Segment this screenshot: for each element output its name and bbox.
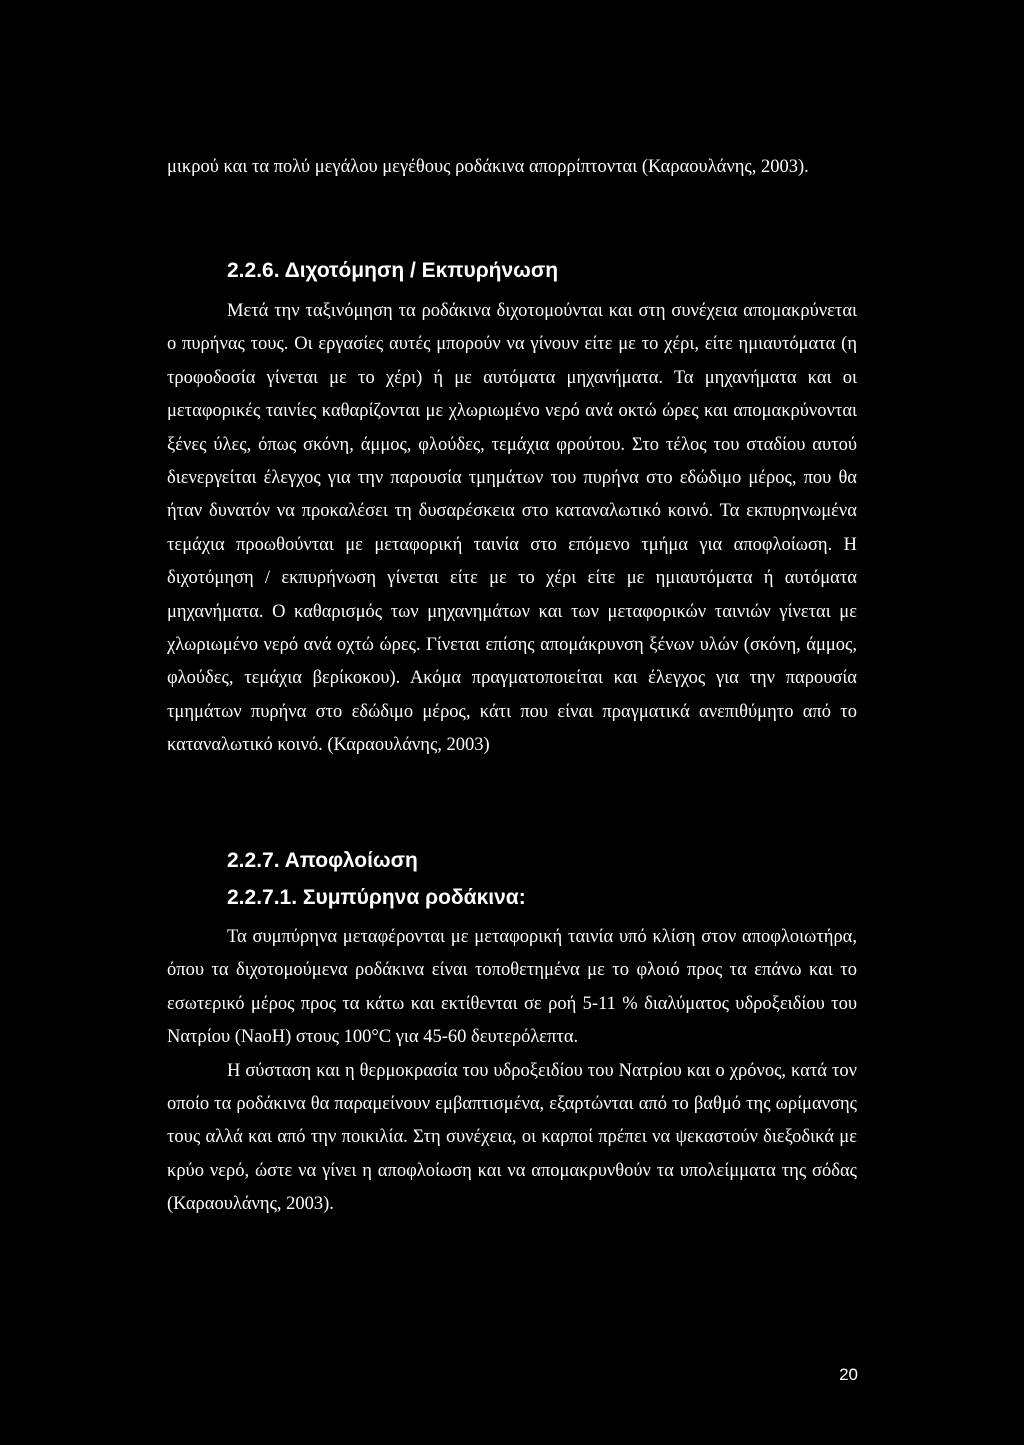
page-number: 20 <box>839 1365 858 1384</box>
section-2-2-7-1-body <box>167 921 857 1222</box>
section-2-2-6-body <box>167 295 857 763</box>
section-2-2-7-1-paragraph-1: Τα συμπύρηνα μεταφέρονται με μεταφορική ταινία υπό κλίση στον αποφλοιωτήρα, όπου τα διχοτομούμενα ροδάκινα είναι τοποθετημένα με το φλοιό προς τα επάνω και το εσωτερικό μέρος προς τα κάτω και εκτίθενται σε ροή 5-11 % διαλύματος υδροξειδίου του Νατρίου (NaoH) στους 100°C για 45-60 δευτερόλεπτα. <box>167 927 857 1048</box>
intro-block <box>167 151 857 184</box>
section-heading-2-2-6: 2.2.6. Διχοτόμηση / Εκπυρήνωση <box>227 259 559 282</box>
section-heading-2-2-7-1: 2.2.7.1. Συμπύρηνα ροδάκινα: <box>227 886 526 909</box>
section-2-2-6-paragraph: Μετά την ταξινόμηση τα ροδάκινα διχοτομούνται και στη συνέχεια απομακρύνεται ο πυρήνας τους. Οι εργασίες αυτές μπορούν να γίνουν είτε με το χέρι, είτε ημιαυτόματα (η τροφοδοσία γίνεται με το χέρι) ή με αυτόματα μηχανήματα. Τα μηχανήματα και οι μεταφορικές ταινίες καθαρίζονται με χλωριωμένο νερό ανά οκτώ ώρες και απομακρύνονται ξένες ύλες, όπως σκόνη, άμμος, φλούδες, τεμάχια φρούτου. Στο τέλος του σταδίου αυτού διενεργείται έλεγχος για την παρουσία τμημάτων του πυρήνα στο εδώδιμο μέρος, που θα ήταν δυνατόν να προκαλέσει τη δυσαρέσκεια στο καταναλωτικό κοινό. Τα εκπυρηνωμένα τεμάχια προωθούνται με μεταφορική ταινία στο επόμενο τμήμα για αποφλοίωση. Η διχοτόμηση / εκπυρήνωση γίνεται είτε με το χέρι είτε με ημιαυτόματα ή αυτόματα μηχανήματα. Ο καθαρισμός των μηχανημάτων και των μεταφορικών ταινιών γίνεται με χλωριωμένο νερό ανά οχτώ ώρες. Γίνεται επίσης απομάκρυνση ξένων υλών (σκόνη, άμμος, φλούδες, τεμάχια βερίκοκου). Ακόμα πραγματοποιείται και έλεγχος για την παρουσία τμημάτων πυρήνα στο εδώδιμο μέρος, κάτι που είναι πραγματικά ανεπιθύμητο από το καταναλωτικό κοινό. (Καραουλάνης, 2003) <box>167 301 857 756</box>
intro-paragraph: μικρού και τα πολύ μεγάλου μεγέθους ροδάκινα απορρίπτονται (Καραουλάνης, 2003). <box>167 157 809 177</box>
section-heading-2-2-7: 2.2.7. Αποφλοίωση <box>227 849 418 872</box>
section-2-2-7-1-paragraph-2: Η σύσταση και η θερμοκρασία του υδροξειδίου του Νατρίου και ο χρόνος, κατά τον οποίο τα ροδάκινα θα παραμείνουν εμβαπτισμένα, εξαρτώνται από το βαθμό της ωρίμανσης τους αλλά και από την ποικιλία. Στη συνέχεια, οι καρποί πρέπει να ψεκαστούν διεξοδικά με κρύο νερό, ώστε να γίνει η αποφλοίωση και να απομακρυνθούν τα υπολείμματα της σόδας (Καραουλάνης, 2003). <box>167 1060 857 1215</box>
